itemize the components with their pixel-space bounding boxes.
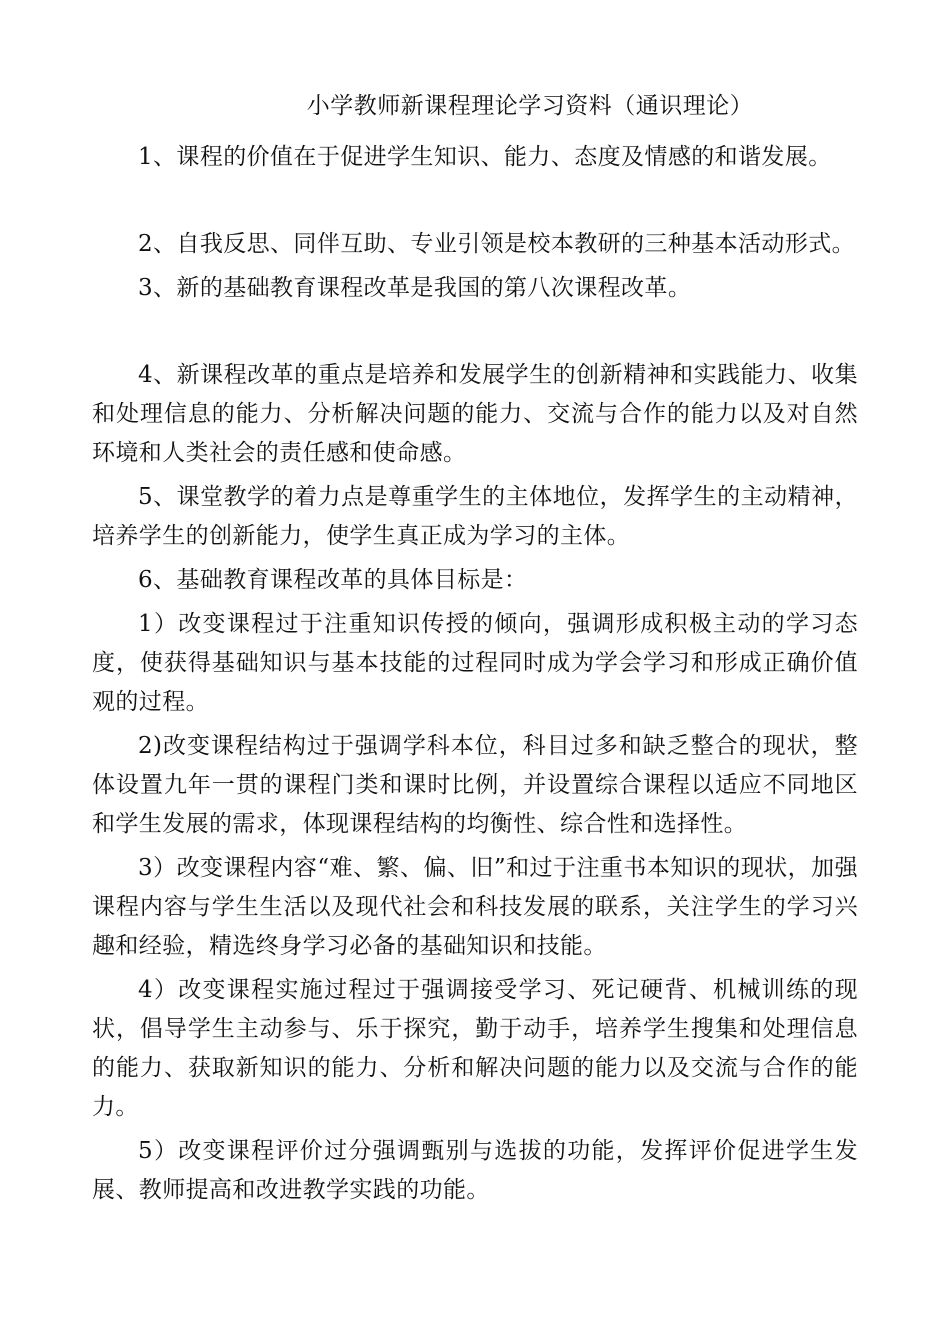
paragraph-5: 5、课堂教学的着力点是尊重学生的主体地位，发挥学生的主动精神，培养学生的创新能力，使学生真正成为学习的主体。 [92,484,858,549]
paragraph-goal-5: 5）改变课程评价过分强调甄别与选拔的功能，发挥评价促进学生发展、教师提高和改进教学实践的功能。 [92,1138,858,1203]
paragraph-goal-4: 4）改变课程实施过程过于强调接受学习、死记硬背、机械训练的现状，倡导学生主动参与、乐于探究，勤于动手，培养学生搜集和处理信息的能力、获取新知识的能力、分析和解决问题的能力以及交流与合作的能力。 [92,977,858,1120]
paragraph-goal-3: 3）改变课程内容“难、繁、偏、旧”和过于注重书本知识的现状，加强课程内容与学生生活以及现代社会和科技发展的联系，关注学生的学习兴趣和经验，精选终身学习必备的基础知识和技能。 [92,855,858,959]
paragraph-6: 6、基础教育课程改革的具体目标是： [138,567,528,593]
paragraph-4: 4、新课程改革的重点是培养和发展学生的创新精神和实践能力、收集和处理信息的能力、分析解决问题的能力、交流与合作的能力以及对自然环境和人类社会的责任感和使命感。 [92,362,858,466]
document-body [92,138,858,1210]
document-title: 小学教师新课程理论学习资料（通识理论） [306,93,754,119]
paragraph-goal-1: 1）改变课程过于注重知识传授的倾向，强调形成积极主动的学习态度，使获得基础知识与基本技能的过程同时成为学会学习和形成正确价值观的过程。 [92,611,858,715]
paragraph-goal-2: 2)改变课程结构过于强调学科本位，科目过多和缺乏整合的现状，整体设置九年一贯的课程门类和课时比例，并设置综合课程以适应不同地区和学生发展的需求，体现课程结构的均衡性、综合性和选择性。 [92,733,858,837]
paragraph-2: 2、自我反思、同伴互助、专业引领是校本教研的三种基本活动形式。 [138,231,856,257]
paragraph-3: 3、新的基础教育课程改革是我国的第八次课程改革。 [138,275,692,301]
paragraph-1: 1、课程的价值在于促进学生知识、能力、态度及情感的和谐发展。 [138,144,832,170]
